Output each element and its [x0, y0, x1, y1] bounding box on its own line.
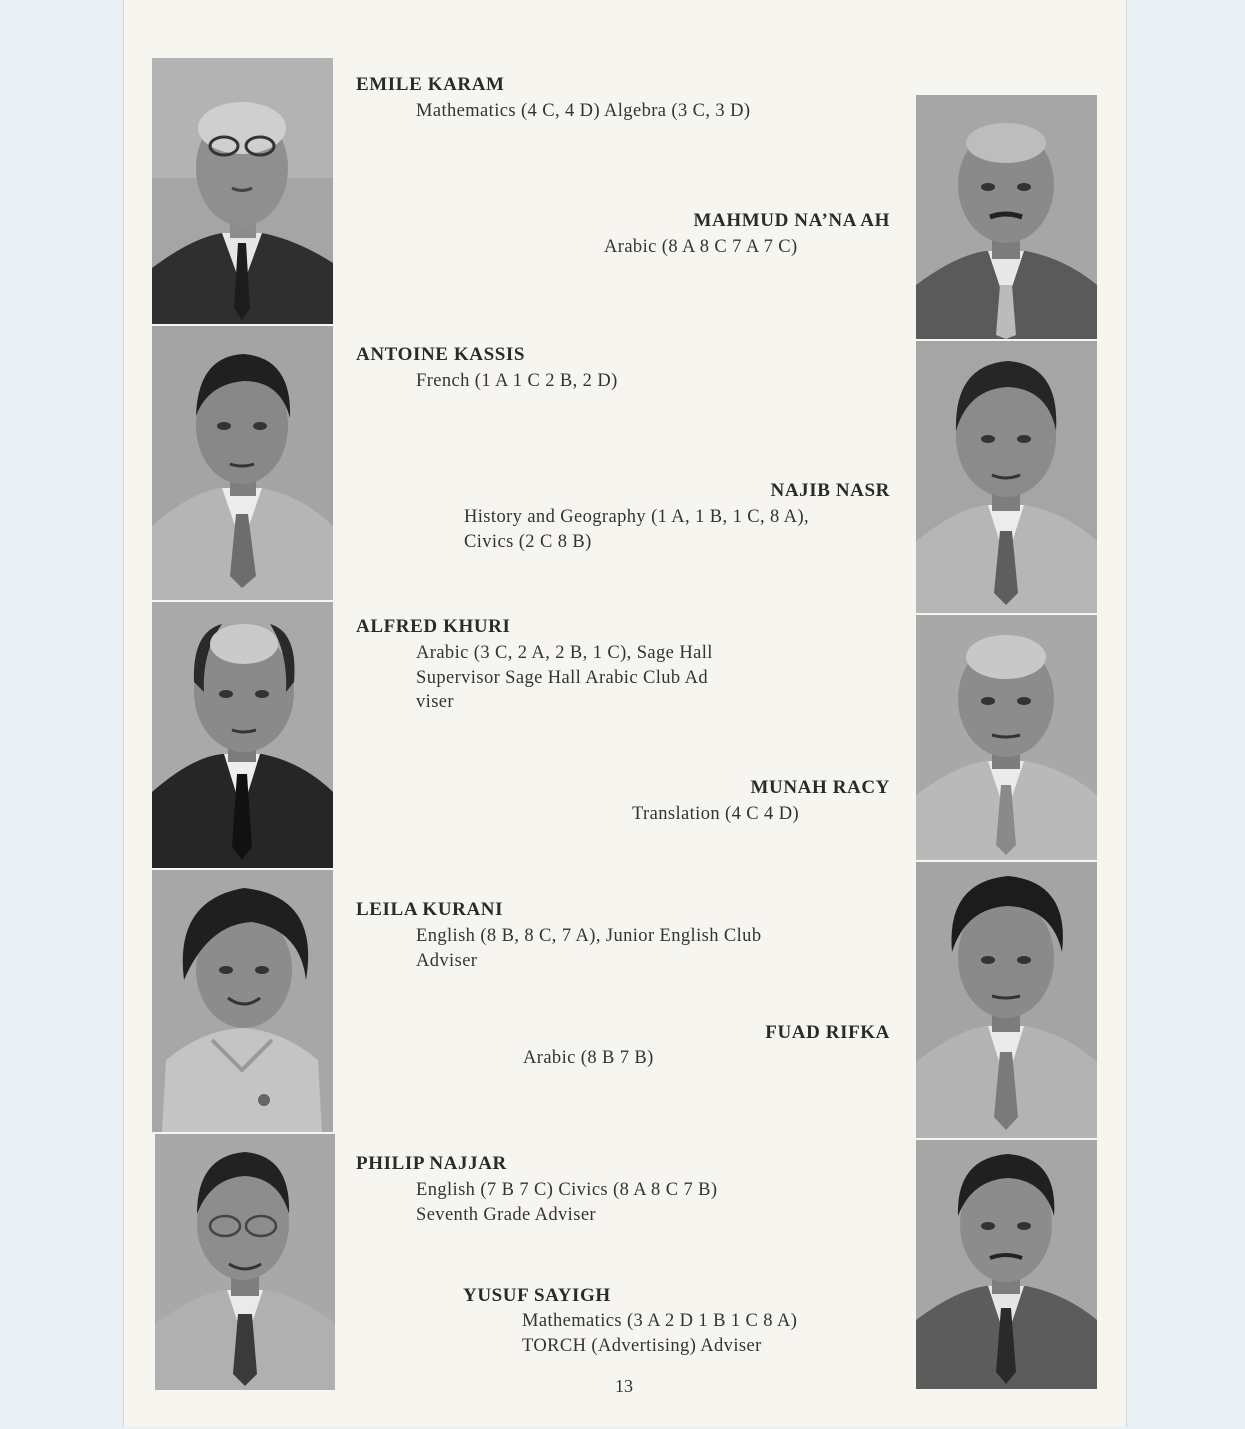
teacher-subjects: [416, 924, 761, 973]
page-number: 13: [615, 1376, 633, 1396]
portrait-philip-najjar: [155, 1134, 335, 1390]
portrait-najib-nasr: [916, 341, 1097, 613]
portrait-fuad-rifka: [916, 862, 1097, 1138]
teacher-subjects: [604, 235, 798, 260]
teacher-subjects: [522, 1309, 797, 1358]
subject-line: French (1 A 1 C 2 B, 2 D): [416, 371, 618, 391]
teacher-name: ALFRED KHURI: [356, 616, 511, 637]
teacher-name: EMILE KARAM: [356, 74, 505, 95]
teacher-subjects: [523, 1046, 654, 1071]
subject-line: TORCH (Advertising) Adviser: [522, 1335, 762, 1356]
portrait-mahmud-naah: [916, 95, 1097, 339]
subject-line: Adviser: [416, 950, 478, 971]
teacher-name: YUSUF SAYIGH: [463, 1285, 611, 1306]
teacher-subjects: [416, 99, 750, 124]
subject-line: History and Geography (1 A, 1 B, 1 C, 8 A),: [464, 507, 810, 527]
subject-line: Translation (4 C 4 D): [632, 804, 800, 824]
subject-line: Supervisor Sage Hall Arabic Club Ad: [416, 667, 708, 688]
teacher-subjects: [416, 369, 618, 394]
subject-line: Arabic (8 A 8 C 7 A 7 C): [604, 237, 798, 257]
portrait-antoine-kassis: [152, 326, 333, 600]
teacher-subjects: [632, 802, 799, 827]
teacher-name: FUAD RIFKA: [765, 1022, 890, 1043]
teacher-name: ANTOINE KASSIS: [356, 344, 526, 365]
teacher-subjects: [416, 641, 713, 715]
subject-line: Mathematics (4 C, 4 D) Algebra (3 C, 3 D): [416, 101, 751, 121]
teacher-name: MUNAH RACY: [750, 777, 890, 798]
subject-line: Arabic (8 B 7 B): [523, 1048, 654, 1068]
subject-line: Arabic (3 C, 2 A, 2 B, 1 C), Sage Hall: [416, 643, 713, 663]
teacher-subjects: [416, 1178, 717, 1227]
teacher-name: LEILA KURANI: [356, 899, 504, 920]
subject-line: Seventh Grade Adviser: [416, 1204, 596, 1225]
portrait-munah-racy: [916, 615, 1097, 860]
subject-line: English (8 B, 8 C, 7 A), Junior English Club: [416, 926, 762, 946]
teacher-name: MAHMUD NA’NA AH: [693, 210, 890, 231]
subject-line: viser: [416, 692, 454, 712]
subject-line: Mathematics (3 A 2 D 1 B 1 C 8 A): [522, 1311, 798, 1331]
subject-line: Civics (2 C 8 B): [464, 531, 592, 552]
portrait-alfred-khuri: [152, 602, 333, 868]
portrait-yusuf-sayigh: [916, 1140, 1097, 1389]
portrait-emile-karam: [152, 58, 333, 324]
portrait-leila-kurani: [152, 870, 333, 1132]
subject-line: English (7 B 7 C) Civics (8 A 8 C 7 B): [416, 1180, 718, 1200]
teacher-subjects: [464, 505, 809, 554]
teacher-name: PHILIP NAJJAR: [356, 1153, 507, 1174]
teacher-name: NAJIB NASR: [770, 480, 890, 501]
